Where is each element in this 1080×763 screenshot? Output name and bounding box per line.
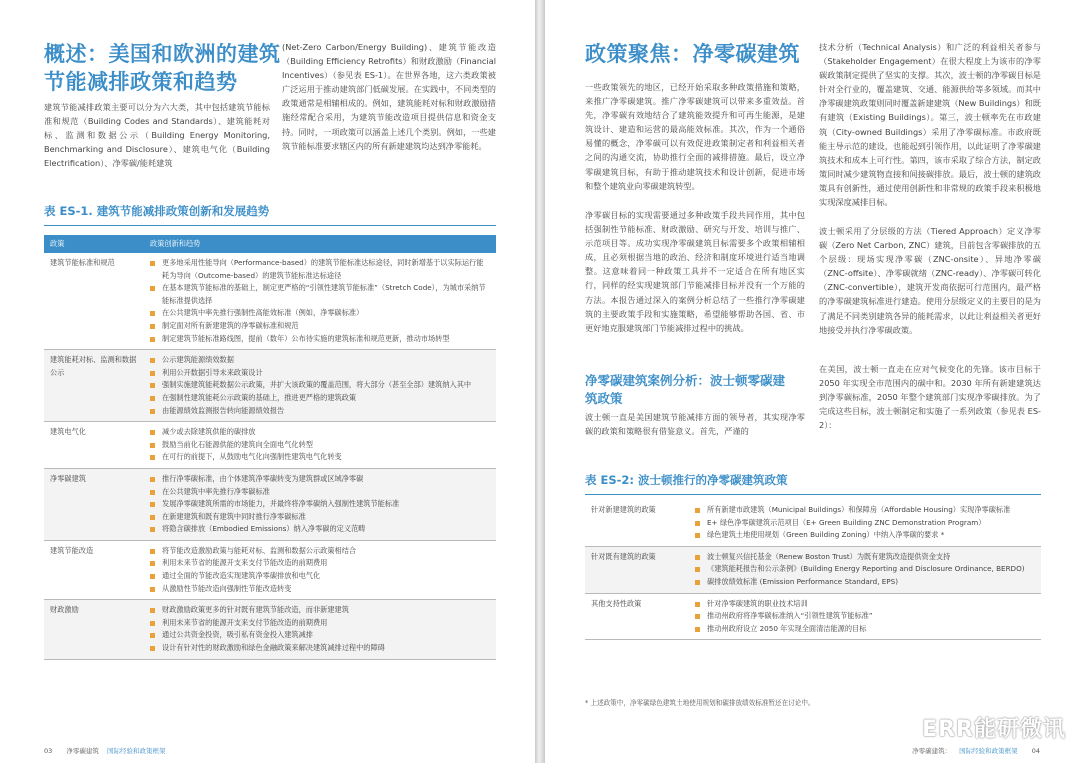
right-col1-para1: 一些政策领先的地区，已经开始采取多种政策措施和策略，来推广净零碳建筑。推广净零碳建筑可以带来多重效益。首先，净零碳有效地结合了建筑能效提升和可再生能源，是建筑设计、建造和运营的最高能效标准。其次，作为一个通俗易懂的概念，净零碳可以有效促进政策制定者和利益相关者之间的沟通交流，协助推行全面的减排措施。最后，设立净零碳建筑目标，有助于推动建筑技术和设计创新，促进市场和整个建筑业向零碳建筑转型。 [585, 82, 805, 191]
list-item: 在可行的前提下，从鼓励电气化向强制性建筑电气化转变 [150, 451, 490, 464]
list-item: 利用未来节省的能源开支来支付节能改造的前期费用 [150, 617, 490, 630]
row-items [144, 350, 496, 422]
table-es2-body [585, 500, 1041, 640]
left-intro-text: 建筑节能减排政策主要可以分为六大类，其中包括建筑节能标准和规范（Building Codes and Standards）、建筑能耗对标、监测和数据公示（Building Energy Monitoring, Benchmarking and Disclosure）、建筑电气化（Building Electrification）、净零碳/能耗建筑 [44, 102, 270, 169]
left-title-line-1: 概述：美国和欧洲的建筑 [44, 42, 281, 66]
list-item: 更多地采用性能导向（Performance-based）的建筑节能标准达标途径，同时新增基于以实际运行能耗为导向（Outcome-based）的建筑节能标准达标途径 [150, 257, 490, 282]
bullet-list [150, 604, 490, 654]
row-items [144, 468, 496, 540]
right-footer-title: 净零碳建筑： [912, 747, 952, 755]
bullet-list [150, 257, 490, 345]
left-page-title [44, 40, 284, 96]
right-col2-para2: 波士顿采用了分层级的方法（Tiered Approach）定义净零碳（Zero Net Carbon, ZNC）建筑，目前包含零碳排放的五个层级：现场实现净零碳（ZNC-onsite）、异地净零碳（ZNC-offsite）、净零碳就绪（ZNC-ready）、净零碳可转化（ZNC-convertible），建筑开发商依据可行范围内，最严格的净零碳建筑标准进行建造。使用分层级定义的主要目的是为了满足不同类别建筑各异的能耗需求，以此让利益相关者更好地接受并执行净零碳政策。 [819, 226, 1041, 335]
bullet-list [150, 426, 490, 464]
list-item: 绿色建筑土地使用规划（Green Building Zoning）中纳入净零碳的要求 * [695, 529, 1035, 542]
table-es1-title: 表 ES-1. 建筑节能减排政策创新和发展趋势 [44, 204, 270, 218]
row-items [144, 253, 496, 350]
row-items [689, 546, 1041, 593]
list-item: 利用公开数据引导未来政策设计 [150, 367, 490, 380]
list-item: 财政激励政策更多的针对既有建筑节能改造，而非新建建筑 [150, 604, 490, 617]
list-item: 设计有针对性的财政激励和绿色金融政策来解决建筑减排过程中的障碍 [150, 642, 490, 655]
list-item: 制定面对所有新建建筑的净零碳标准和规范 [150, 320, 490, 333]
row-category: 针对新建建筑的政策 [585, 500, 689, 546]
list-item: 推动州政府设立 2050 年实现全面清洁能源的目标 [695, 623, 1035, 636]
list-item: 制定建筑节能标准路线图，提前（数年）公布待实施的建筑标准和规范更新，推动市场转型 [150, 333, 490, 346]
left-title-line-2: 节能减排政策和趋势 [44, 70, 238, 94]
left-footer-title: 净零碳建筑 [66, 747, 99, 755]
right-col2-para1: 技术分析（Technical Analysis）和广泛的利益相关者参与（Stakeholder Engagement）在很大程度上为该市的净零碳政策制定提供了坚实的支撑。其次，波士顿的净零碳目标是针对全行业的，覆盖建筑、交通、能源供给等多领域。而其中净零碳建筑政策则同时覆盖新建建筑（New Buildings）和既有建筑（Existing Buildings）。第三，波士顿率先在市政建筑（City-owned Buildings）采用了净零碳标准。市政府既能主导示范的建设，也能起到引领作用，以此证明了净零碳建筑技术和成本上可行性。第四，该市采取了综合方法，制定政策同时减少建筑物直接和间接碳排放。最后，波士顿的建筑政策具有创新性，通过使用创新性和非常规的政策手段来积极地实现深度减排目标。 [819, 42, 1041, 208]
row-category: 建筑电气化 [44, 422, 144, 469]
row-category: 净零碳建筑 [44, 468, 144, 540]
row-items [144, 540, 496, 599]
boston-section-heading: 净零碳建筑案例分析：波士顿零碳建筑政策 [585, 373, 786, 406]
row-category: 建筑节能改造 [44, 540, 144, 599]
list-item: 通过全面的节能改造实现建筑净零碳排放和电气化 [150, 570, 490, 583]
right-footer [912, 746, 1040, 755]
row-items [689, 593, 1041, 640]
list-item: 推动州政府将净零碳标准纳入“引领性建筑节能标准” [695, 610, 1035, 623]
table-es2-title: 表 ES-2: 波士顿推行的净零碳建筑政策 [585, 473, 788, 487]
right-page-title: 政策聚焦：净零碳建筑 [585, 42, 800, 66]
list-item: 发展净零碳建筑所需的市场能力，并最终将净零碳纳入强制性建筑节能标准 [150, 498, 490, 511]
left-intro-continued: (Net-Zero Carbon/Energy Building)、建筑节能改造（Building Efficiency Retrofits）和财政激励（Financial Incentives）（参见表 ES-1）。在世界各地，这六类政策被广泛运用于推动建筑部门低碳发展。在实践中，不同类型的政策通常是相辅相成的。例如，建筑能耗对标和财政激励措施经常配合采用，为建筑节能改造项目提供信息和资金支持。同时，一项政策可以涵盖上述几个类别。例如，一些建筑节能标准要求辖区内的所有新建建筑均达到净零能耗。 [282, 42, 496, 151]
bullet-list [695, 551, 1035, 589]
list-item: 所有新建市政建筑（Municipal Buildings）和保障房（Affordable Housing）实现净零碳标准 [695, 504, 1035, 517]
row-category: 财政激励 [44, 600, 144, 659]
right-col1-para2: 净零碳目标的实现需要通过多种政策手段共同作用，其中包括强制性节能标准、财政激励、研究与开发、培训与推广、示范项目等。成功实现净零碳建筑目标需要多个政策相辅相成，且必须根据当地的政治、经济和制度环境进行适当地调整。这意味着同一种政策工具并不一定适合在所有地区实行，同样的经实现建筑部门节能减排目标并没有一个万能的方法。本报告通过深入的案例分析总结了一些推行净零碳建筑的主要政策手段和实施策略，希望能够帮助各国、省、市更好地克服建筑部门节能减排过程中的挑战。 [585, 210, 805, 333]
table-row [585, 546, 1041, 593]
list-item: 减少或去除建筑供能的碳排放 [150, 426, 490, 439]
right-page-number: 04 [1031, 747, 1040, 755]
table-es1-col-trends: 政策创新和趋势 [144, 235, 496, 253]
table-es1-rule [44, 225, 496, 226]
table-row [44, 253, 496, 350]
left-footer-subtitle: 国际经验和政策框架 [106, 747, 166, 755]
table-es2-rule [585, 494, 1041, 495]
table-row [44, 600, 496, 659]
list-item: 《建筑能耗报告和公示条例》(Building Energy Reporting and Disclosure Ordinance, BERDO) [695, 563, 1035, 576]
list-item: 在基本建筑节能标准的基础上，制定更严格的“引领性建筑节能标准”（Stretch Code），为城市采纳节能标准提供选择 [150, 282, 490, 307]
bullet-list [695, 598, 1035, 636]
list-item: 利用未来节省的能源开支来支付节能改造的前期费用 [150, 557, 490, 570]
bullet-list [695, 504, 1035, 542]
book-gutter [535, 0, 545, 763]
table-es1 [44, 235, 496, 660]
table-es1-body [44, 253, 496, 659]
list-item: 在强制性建筑能耗公示政策的基础上，推进更严格的建筑政策 [150, 392, 490, 405]
row-category: 建筑节能标准和规范 [44, 253, 144, 350]
list-item: 由能源绩效监测报告转向能源绩效报告 [150, 405, 490, 418]
row-category: 其他支持性政策 [585, 593, 689, 640]
table-row [44, 540, 496, 599]
table-row [44, 468, 496, 540]
row-items [144, 422, 496, 469]
right-page [545, 0, 1080, 763]
list-item: 将隐含碳排放（Embodied Emissions）纳入净零碳的定义范畴 [150, 523, 490, 536]
row-category: 针对既有建筑的政策 [585, 546, 689, 593]
list-item: 在新建建筑和既有建筑中同时推行净零碳标准 [150, 511, 490, 524]
list-item: 波士顿复兴信托基金（Renew Boston Trust）为既有建筑改造提供资金支持 [695, 551, 1035, 564]
list-item: 推行净零碳标准，由个体建筑净零碳转变为建筑群或区域净零碳 [150, 473, 490, 486]
bullet-list [150, 545, 490, 595]
left-page-number: 03 [44, 747, 53, 755]
row-items [144, 600, 496, 659]
right-col2-para3: 在美国，波士顿一直走在应对气候变化的先锋。该市目标于 2050 年实现全市范围内的碳中和。2030 年所有新建建筑达到净零碳标准，2050 年整个建筑部门实现净零碳排放。为了完成这些目标，波士顿制定和实施了一系列政策（参见表 ES-2）： [819, 364, 1041, 431]
list-item: 公示建筑能源绩效数据 [150, 354, 490, 367]
table-row [585, 593, 1041, 640]
list-item: 在公共建筑中率先推行强制性高能效标准（例如，净零碳标准） [150, 307, 490, 320]
bullet-list [150, 354, 490, 417]
wechat-icon [890, 717, 916, 739]
watermark-text: ERR能研微讯 [922, 717, 1066, 742]
table-row [44, 422, 496, 469]
list-item: 碳排放绩效标准 (Emission Performance Standard, EPS) [695, 576, 1035, 589]
list-item: 从激励性节能改造向强制性节能改造转变 [150, 583, 490, 596]
list-item: 通过公共资金投资，吸引私有资金投入建筑减排 [150, 629, 490, 642]
list-item: 将节能改造激励政策与能耗对标、监测和数据公示政策相结合 [150, 545, 490, 558]
left-footer [44, 746, 165, 755]
table-row [585, 500, 1041, 546]
row-category: 建筑能耗对标、监测和数据公示 [44, 350, 144, 422]
list-item: 针对净零碳建筑的职业技术培训 [695, 598, 1035, 611]
list-item: E+ 绿色净零碳建筑示范项目（E+ Green Building ZNC Demonstration Program） [695, 517, 1035, 530]
list-item: 在公共建筑中率先推行净零碳标准 [150, 486, 490, 499]
watermark [890, 712, 1066, 743]
list-item: 鼓励当前化石能源供能的建筑向全面电气化转型 [150, 439, 490, 452]
table-es1-header [44, 235, 496, 253]
table-row [44, 350, 496, 422]
row-items [689, 500, 1041, 546]
right-footer-subtitle: 国际经验和政策框架 [959, 747, 1018, 755]
bullet-list [150, 473, 490, 536]
right-col1-para3: 波士顿一直是美国建筑节能减排方面的领导者，其实现净零碳的政策和策略很有借鉴意义。首先，严谨的 [585, 412, 805, 437]
table-es2 [585, 500, 1041, 640]
table-es2-footnote: * 上述政策中，净零碳绿色建筑土地使用规划和碳排放绩效标准暂还在讨论中。 [585, 699, 815, 707]
left-page [0, 0, 535, 763]
table-es1-col-policy: 政策 [44, 235, 144, 253]
list-item: 强制实施建筑能耗数据公示政策，并扩大该政策的覆盖范围，将大部分（甚至全部）建筑纳入其中 [150, 379, 490, 392]
